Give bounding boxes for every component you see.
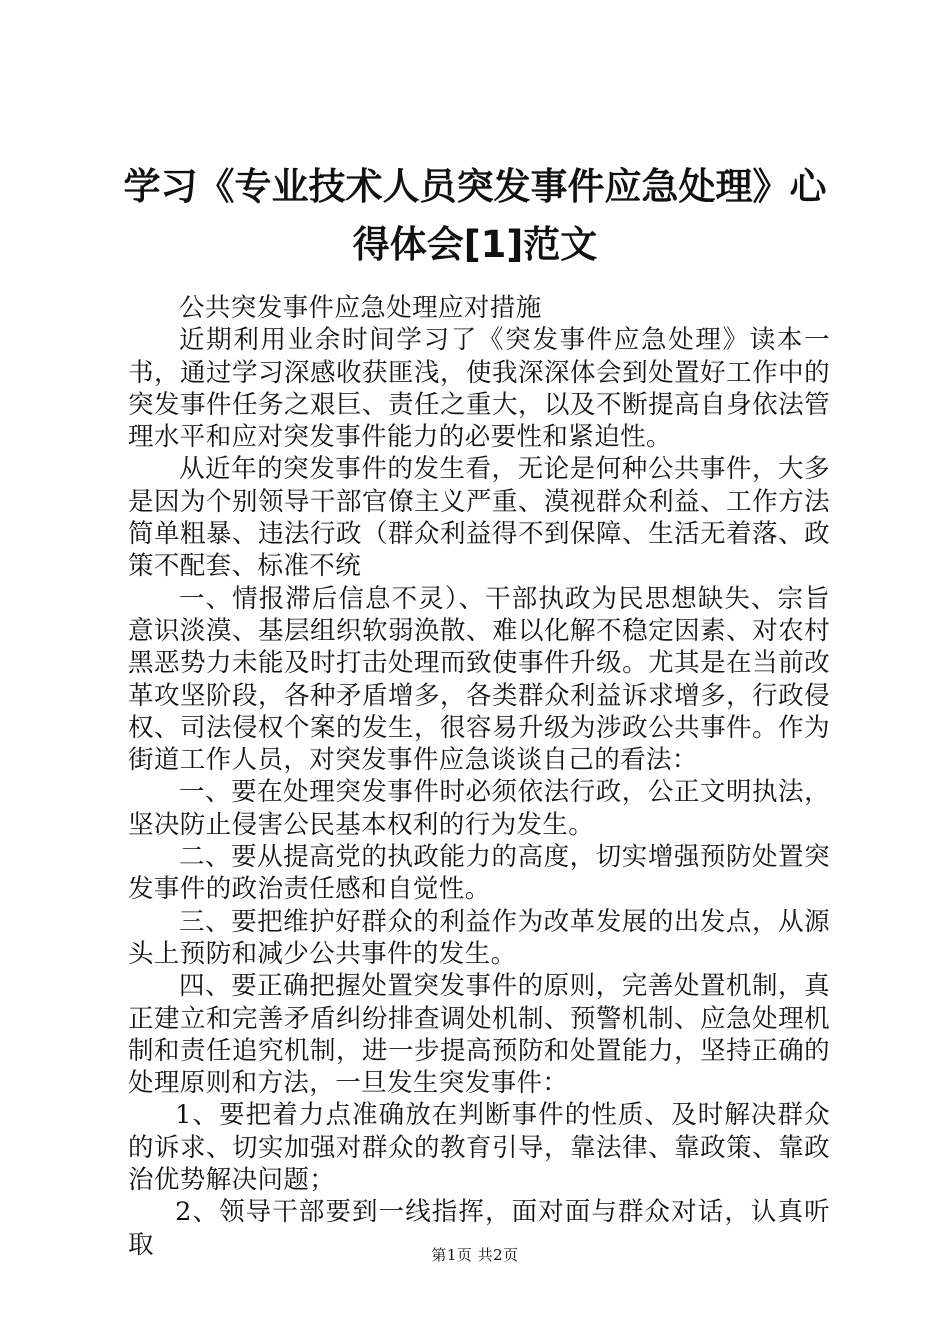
paragraph-point-3: 三、要把维护好群众的利益作为改革发展的出发点，从源头上预防和减少公共事件的发生。 [128, 906, 830, 969]
document-title: 学习《专业技术人员突发事件应急处理》心得体会[1]范文 [123, 165, 827, 266]
paragraph-point-4: 四、要正确把握处置突发事件的原则，完善处置机制，真正建立和完善矛盾纠纷排查调处机制、预警机制、应急处理机制和责任追究机制，进一步提高预防和处置能力，坚持正确的处理原则和方法，一旦发生突发事件： [128, 971, 830, 1099]
paragraph-subpoint-2: 2、领导干部要到一线指挥，面对面与群众对话，认真听取 [128, 1197, 830, 1260]
paragraph: 一、情报滞后信息不灵）、干部执政为民思想缺失、宗旨意识淡漠、基层组织软弱涣散、难以化解不稳定因素、对农村黑恶势力未能及时打击处理而致使事件升级。尤其是在当前改革攻坚阶段，各种矛盾增多，各类群众利益诉求增多，行政侵权、司法侵权个案的发生，很容易升级为涉政公共事件。作为街道工作人员，对突发事件应急谈谈自己的看法： [128, 583, 830, 776]
paragraph: 从近年的突发事件的发生看，无论是何种公共事件，大多是因为个别领导干部官僚主义严重、漠视群众利益、工作方法简单粗暴、违法行政（群众利益得不到保障、生活无着落、政策不配套、标准不统 [128, 454, 830, 582]
paragraph-point-1: 一、要在处理突发事件时必须依法行政，公正文明执法，坚决防止侵害公民基本权利的行为发生。 [128, 777, 830, 840]
page-number-footer: 第1页 共2页 [431, 1246, 519, 1264]
paragraph-subpoint-1: 1、要把着力点准确放在判断事件的性质、及时解决群众的诉求、切实加强对群众的教育引导，靠法律、靠政策、靠政治优势解决问题； [128, 1100, 830, 1196]
paragraph-heading: 公共突发事件应急处理应对措施 [179, 293, 542, 323]
paragraph: 近期利用业余时间学习了《突发事件应急处理》读本一书，通过学习深感收获匪浅，使我深深体会到处置好工作中的突发事件任务之艰巨、责任之重大，以及不断提高自身依法管理水平和应对突发事件能力的必要性和紧迫性。 [128, 325, 830, 453]
paragraph-point-2: 二、要从提高党的执政能力的高度，切实增强预防处置突发事件的政治责任感和自觉性。 [128, 842, 830, 905]
document-body [128, 292, 830, 1261]
